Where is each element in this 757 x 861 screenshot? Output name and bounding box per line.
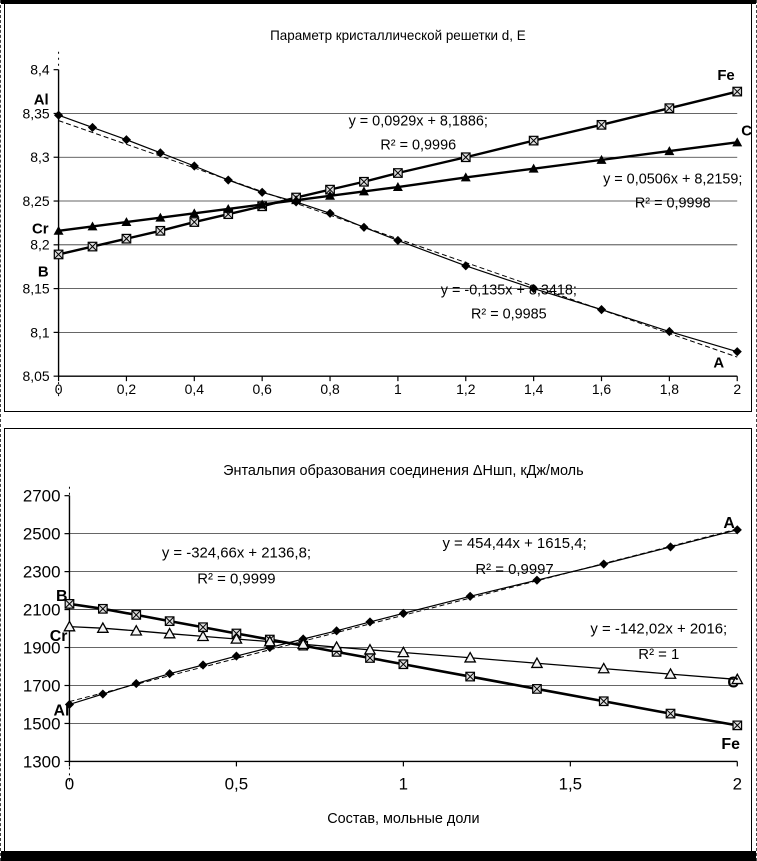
y-tick-label: 8,4 [30,61,50,78]
equation-label: R² = 1 [638,646,680,664]
marker-diamond [224,175,233,184]
enthalpy-plot [5,429,751,851]
x-tick-label: 0,4 [184,381,204,398]
series-label-B: B [55,587,68,605]
equation-label: R² = 0,9997 [475,560,554,578]
marker-diamond [88,123,97,132]
x-tick-label: 1,8 [659,381,680,398]
marker-diamond [98,689,107,698]
marker-diamond [359,223,368,232]
equation-label: y = -0,135x + 8,3418; [440,282,577,299]
marker-diamond [599,559,608,568]
equation-label: R² = 0,9996 [380,137,457,154]
y-tick-label: 2700 [22,486,61,506]
scan-border-bottom [1,851,756,861]
y-tick-label: 8,3 [30,149,50,166]
lattice-parameter-plot [5,4,751,411]
x-axis-title: Состав, мольные доли [327,811,480,828]
y-tick-label: 8,35 [22,105,50,122]
marker-diamond [198,660,207,669]
marker-diamond [466,592,475,601]
series-label-Fe: Fe [717,67,735,85]
marker-diamond [597,305,606,314]
marker-diamond [461,261,470,270]
series-label-Al: Al [53,702,70,720]
marker-diamond [733,347,742,356]
marker-diamond [54,111,63,120]
y-tick-label: 2100 [22,600,61,620]
marker-diamond [665,327,674,336]
x-tick-label: 0,5 [224,774,249,794]
y-tick-label: 8,15 [22,280,50,297]
y-tick-label: 8,05 [22,368,50,385]
x-tick-label: 1,5 [558,774,583,794]
x-tick-label: 2 [732,774,743,794]
series-label-Cr: Cr [49,627,68,645]
equation-label: R² = 0,9999 [197,570,276,588]
equation-label: y = 454,44x + 1615,4; [442,534,587,552]
marker-diamond [332,626,341,635]
x-tick-label: 0 [54,381,63,398]
x-tick-label: 1 [394,381,402,398]
lattice-parameter-chart [4,3,752,412]
marker-diamond [258,188,267,197]
y-tick-label: 2300 [22,562,61,582]
series-label-B: B [37,263,49,281]
equation-label: y = 0,0506x + 8,2159; [603,171,743,188]
y-tick-label: 1300 [22,752,61,772]
y-tick-label: 1500 [22,714,61,734]
x-tick-label: 1,2 [456,381,476,398]
marker-diamond [156,148,165,157]
x-tick-label: 2 [733,381,742,398]
x-tick-label: 1 [398,774,409,794]
marker-diamond [399,609,408,618]
enthalpy-chart [4,428,752,852]
equation-label: y = 0,0929x + 8,1886; [348,113,488,130]
y-tick-label: 2500 [22,524,61,544]
equation-label: R² = 0,9985 [471,306,547,323]
y-tick-label: 8,25 [22,192,50,209]
chart-title: Параметр кристаллической решетки d, E [270,27,526,43]
x-tick-label: 0,8 [320,381,340,398]
series-label-Cr: Cr [32,220,49,238]
x-tick-label: 0,2 [116,381,137,398]
series-label-Fe: Fe [721,735,740,753]
equation-label: R² = 0,9998 [634,195,711,212]
series-label-C: C [741,122,752,140]
marker-diamond [666,542,675,551]
equation-label: y = -142,02x + 2016; [590,620,728,638]
y-tick-label: 8,2 [30,236,50,253]
y-tick-label: 8,1 [30,324,50,341]
x-tick-label: 0 [64,774,75,794]
x-tick-label: 0,6 [252,381,272,398]
series-label-Al: Al [33,91,49,109]
x-tick-label: 1,6 [591,381,612,398]
series-label-A: A [723,514,735,532]
series-label-A: A [713,354,725,372]
equation-label: y = -324,66x + 2136,8; [161,544,312,562]
y-tick-label: 1700 [22,676,61,696]
series-label-C: C [727,674,739,692]
x-tick-label: 1,4 [523,381,544,398]
y-tick-label: 1900 [22,638,61,658]
marker-diamond [132,679,141,688]
marker-diamond [393,236,402,245]
chart-title: Энтальпия образования соединения ΔНшп, кДж/моль [223,462,584,479]
